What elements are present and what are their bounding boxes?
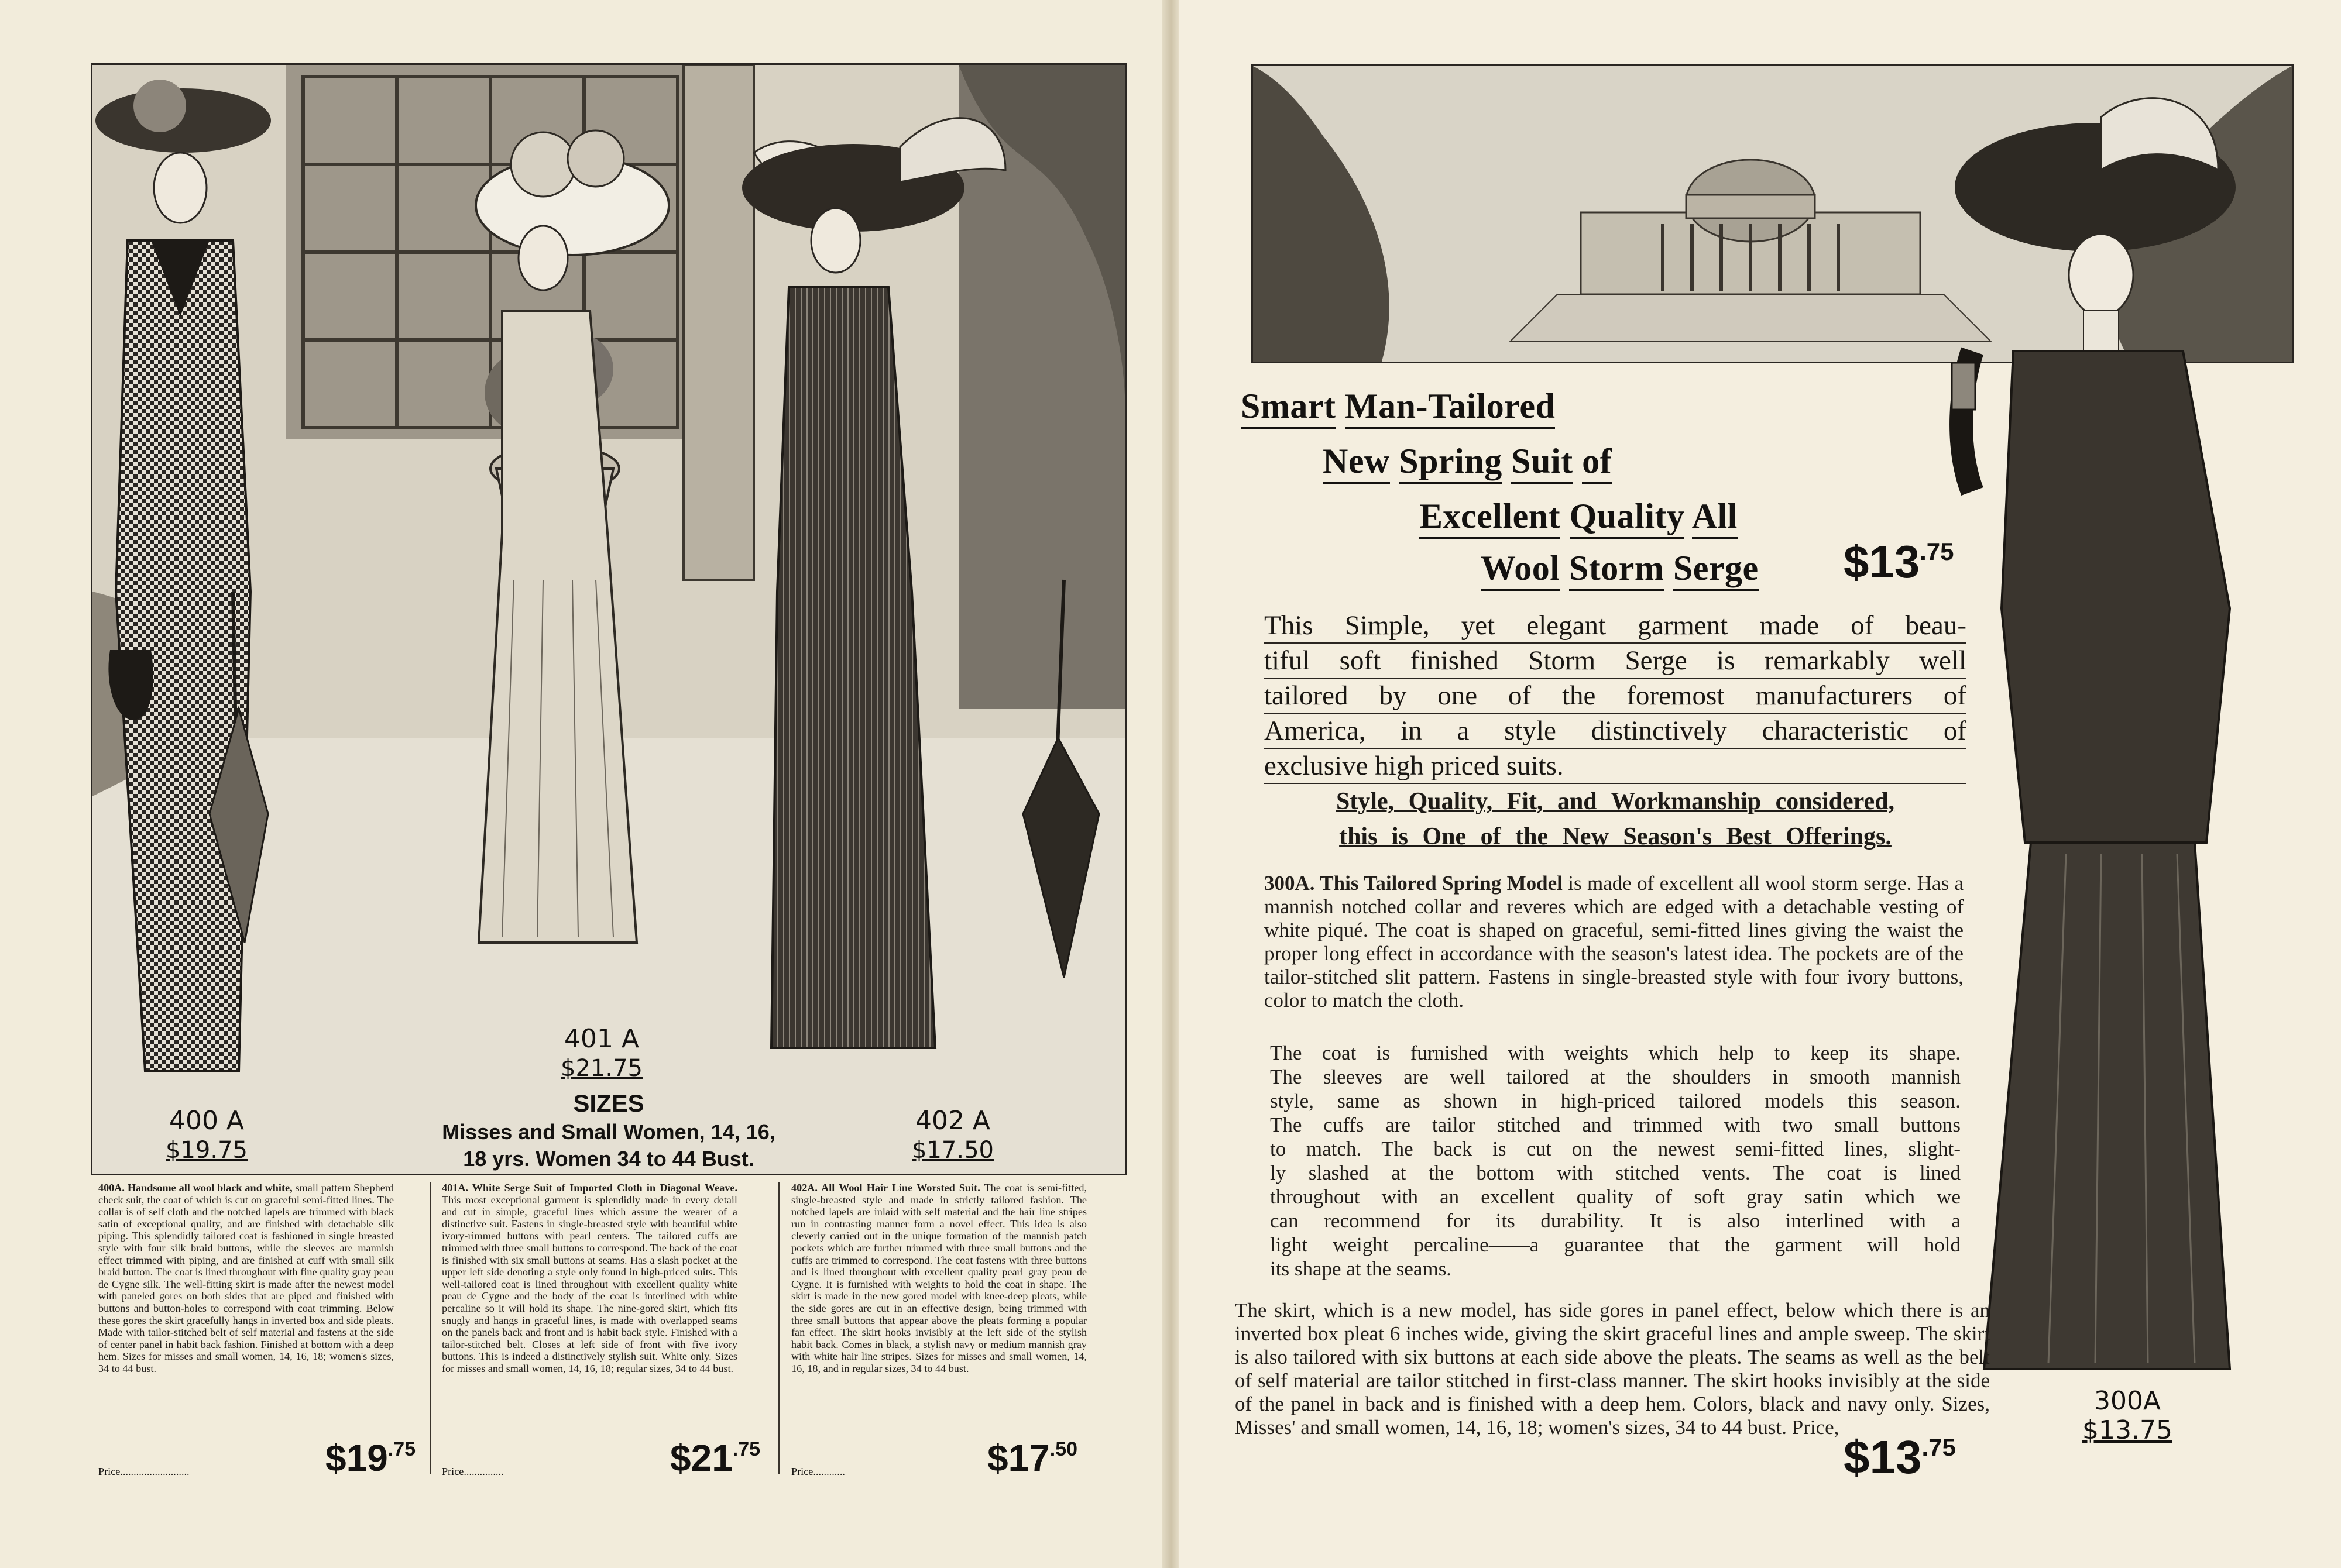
intro-line: tiful soft finished Storm Serge is remarkably well: [1264, 644, 1966, 679]
tag-number: 402 A: [915, 1106, 991, 1136]
headline-line-3: [1419, 495, 1738, 537]
price-block-401a: [442, 1437, 761, 1479]
tag-price: $13.75: [2082, 1415, 2172, 1445]
headline-price: [1844, 535, 1954, 589]
final-price: [1844, 1431, 1956, 1484]
tag-number: 401 A: [564, 1024, 640, 1054]
intro-line: exclusive high priced suits.: [1264, 749, 1966, 784]
tagline-line-1: Style, Quality, Fit, and Workmanship considered,: [1336, 788, 1895, 815]
headline-word: Wool: [1481, 549, 1560, 591]
column-divider: [778, 1182, 780, 1474]
sizes-note: [386, 1088, 831, 1172]
headline-word: All: [1692, 497, 1738, 539]
description-heading: 300A. This Tailored Spring Model: [1264, 872, 1563, 895]
coat-line: to match. The back is cut on the newest semi-fitted lines, slight-: [1270, 1137, 1961, 1160]
headline-word: Man-Tailored: [1345, 387, 1555, 429]
tag-price: $21.75: [561, 1055, 643, 1082]
sizes-line-2: 18 yrs. Women 34 to 44 Bust.: [463, 1147, 754, 1171]
headline-word: of: [1582, 442, 1612, 484]
description-heading: 401A. White Serge Suit of Imported Cloth in Diagonal Weave.: [442, 1182, 737, 1194]
coat-line: can recommend for its durability. It is also interlined with a: [1270, 1209, 1961, 1232]
description-body: small pattern Shepherd check suit, the coat of which is cut on graceful semi-fitted lines. The collar is of self cloth and the notched lapels are trimmed with black satin of exceptional quality, and are finished with detachable silk piping. This splendidly tailored coat is fashioned in single breasted style with four silk braid buttons, while the sleeves are mannish effect trimmed with piping, and are finished at cuff with small silk braid button. The coat is lined throughout with fine quality gray peau de Cygne silk. The well-fitting skirt is made after the newest model with paneled gores on both sides that are piped and finished with buttons and button-holes to correspond with coat trimming. Below these gores the skirt gracefully hangs in inverted box and side pleats. Made with tailor-stitched belt of self material and fastens at the side of center panel in habit back fashion. Finished at bottom with a deep hem. Sizes for misses and small women, 14, 16, 18; women's sizes, 34 to 44 bust.: [98, 1182, 394, 1374]
fashion-illustration-art: [92, 65, 1125, 1174]
description-body: The coat is semi-fitted, single-breasted style and made in strictly tailored fashion. The notched lapels are inlaid with self material and the hair line stripes run in contrasting manner form a novel effect. This idea is also cleverly carried out in the unique formation of the mannish patch pockets which are further trimmed with three small buttons and the cuffs are trimmed to correspond. The coat fastens with three buttons and is lined throughout with excellent quality pearl gray peau de Cygne. It is furnished with weights to hold the coat in shape. The skirt is made in the new gored model with knee-deep pleats, while the side gores are cut in an effective design, being trimmed with three small buttons that appear above the pleats forming a popular fan effect. The skirt hooks invisibly at the left side of the stylish habit back. Comes in black, a stylish navy or medium mannish gray with white hair line stripes. Sizes for misses and small women, 14, 16, 18, and in regular sizes, 34 to 44 bust.: [791, 1182, 1087, 1374]
price-amount: [670, 1436, 760, 1480]
description-body: This most exceptional garment is splendidly made in every detail and cut in simple, graceful lines which assure the wearer of a distinctive suit. Fastens in single-breasted style with beautiful white ivory-rimmed buttons with pearl centers. The tailored cuffs are trimmed with three small buttons to correspond. The back of the coat is finished with six small buttons at seams. Has a slash pocket at the upper left side denoting a style only found in high-priced suits. This well-tailored coat is lined throughout with excellent quality white peau de Cygne and the body of the coat is interlined with white percaline so it will hold its shape. The nine-gored skirt, which fits snugly and hangs in graceful lines, is made with overlapped seams on the panels back and front and is habit back style. Finished with a tailor-stitched belt. Closes at left side of front with five ivory buttons. This is indeed a distinctively stylish suit. White only. Sizes for misses and small women, 14, 16, 18; regular sizes, 34 to 44 bust.: [442, 1194, 737, 1374]
description-heading: 400A. Handsome all wool black and white,: [98, 1182, 293, 1194]
coat-line: The cuffs are tailor stitched and trimmed with two small buttons: [1270, 1113, 1961, 1136]
price-dollars: $21: [670, 1437, 733, 1479]
headline-word: Serge: [1673, 549, 1759, 591]
description-body: is made of excellent all wool storm serge. Has a mannish notched collar and reveres which are edged with a detachable vesting of white piqué. The coat is shaped on graceful, semi-fitted lines giving the waist the proper long effect in accordance with the season's latest idea. The pockets are of the tailor-stitched slit pattern. Fastens in single-breasted style with four ivory buttons, color to match the cloth.: [1264, 872, 1964, 1012]
coat-line: style, same as shown in high-priced tailored models this season.: [1270, 1089, 1961, 1112]
price-block-400a: [98, 1437, 416, 1479]
price-cents: .75: [1920, 538, 1954, 565]
tagline-line-2: this is One of the New Season's Best Offerings.: [1339, 823, 1892, 850]
book-gutter: [1162, 0, 1179, 1568]
headline-word: Quality: [1570, 497, 1685, 539]
intro-line: This Simple, yet elegant garment made of beau-: [1264, 608, 1966, 644]
tag-number: 300A: [2093, 1386, 2161, 1416]
coat-details: [1270, 1041, 1961, 1281]
sizes-line-1: Misses and Small Women, 14, 16,: [442, 1120, 775, 1144]
price-cents: .75: [1921, 1433, 1956, 1461]
price-tag-402a: [909, 1106, 997, 1165]
price-cents: .50: [1049, 1438, 1078, 1460]
model-figure-art: [1949, 82, 2294, 1457]
headline-word: New: [1323, 442, 1390, 484]
intro-line: tailored by one of the foremost manufacturers of: [1264, 679, 1966, 714]
tag-price: $17.50: [912, 1137, 994, 1164]
headline-word: Excellent: [1419, 497, 1560, 539]
headline-line-1: [1241, 385, 1555, 427]
price-tag-400a: [160, 1106, 253, 1165]
price-dollars: $13: [1844, 1431, 1922, 1483]
headline-word: Spring: [1399, 442, 1502, 484]
coat-line: The sleeves are well tailored at the shoulders in smooth mannish: [1270, 1065, 1961, 1088]
description-402a: [791, 1182, 1087, 1480]
description-heading: 402A. All Wool Hair Line Worsted Suit.: [791, 1182, 980, 1194]
price-dollars: $17: [987, 1437, 1050, 1479]
price-tag-401a: [558, 1024, 646, 1083]
coat-line: throughout with an excellent quality of soft gray satin which we: [1270, 1185, 1961, 1208]
headline-word: Smart: [1241, 387, 1336, 429]
three-suits-illustration: [91, 63, 1127, 1175]
price-label: Price............: [791, 1466, 845, 1477]
coat-line: its shape at the seams.: [1270, 1257, 1961, 1281]
price-cents: .75: [387, 1438, 416, 1460]
price-amount: [987, 1436, 1077, 1480]
description-401a: [442, 1182, 737, 1480]
price-amount: [325, 1436, 416, 1480]
skirt-details: [1235, 1299, 1990, 1439]
price-block-402a: [791, 1437, 1078, 1479]
headline-line-4: [1481, 547, 1759, 589]
headline-word: Suit: [1511, 442, 1573, 484]
300a-model-figure: [1949, 82, 2294, 1457]
coat-line: ly slashed at the bottom with stitched vents. The coat is lined: [1270, 1161, 1961, 1184]
tag-price: $19.75: [166, 1137, 248, 1164]
price-tag-300a: [2078, 1387, 2177, 1445]
intro-line: America, in a style distinctively characteristic of: [1264, 714, 1966, 749]
tagline: [1293, 784, 1937, 854]
description-300a: [1264, 872, 1964, 1012]
price-cents: .75: [732, 1438, 761, 1460]
tag-number: 400 A: [169, 1106, 245, 1136]
intro-paragraph: [1264, 608, 1966, 784]
column-divider: [430, 1182, 431, 1474]
sizes-title: SIZES: [573, 1089, 644, 1117]
price-dollars: $13: [1844, 536, 1920, 587]
price-dollars: $19: [325, 1437, 388, 1479]
description-400a: [98, 1182, 394, 1480]
coat-line: The coat is furnished with weights which help to keep its shape.: [1270, 1041, 1961, 1064]
headline-line-2: [1323, 440, 1612, 482]
headline-word: Storm: [1569, 549, 1664, 591]
price-label: Price...............: [442, 1466, 504, 1477]
coat-line: light weight percaline——a guarantee that the garment will hold: [1270, 1233, 1961, 1256]
price-label: Price..........................: [98, 1466, 190, 1477]
skirt-text: The skirt, which is a new model, has side gores in panel effect, below which there is an inverted box pleat 6 inches wide, giving the skirt graceful lines and ample sweep. The skirt is also tailored with six buttons at each side above the pleats. The seams as well as the belt of self material are tailor stitched in first-class manner. The skirt hooks invisibly at the side of the panel in back and is finished with a deep hem. Colors, black and navy only. Sizes, Misses' and small women, 14, 16, 18; women's sizes, 34 to 44 bust. Price,: [1235, 1299, 1990, 1439]
